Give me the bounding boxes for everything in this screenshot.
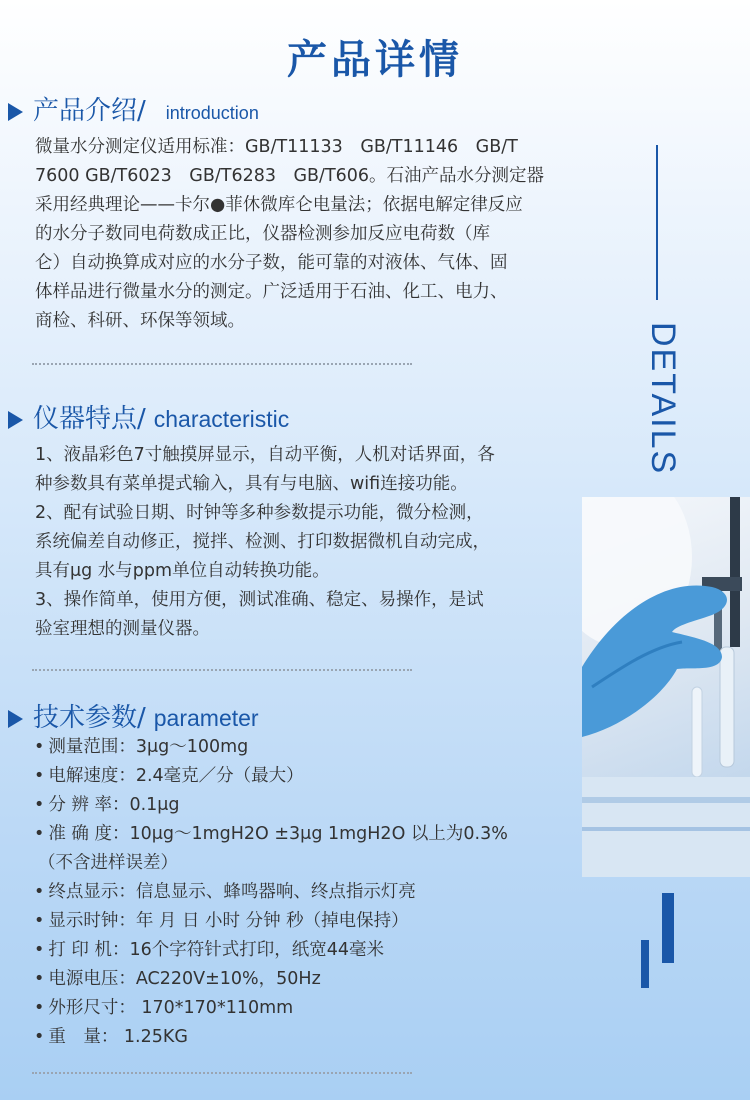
parameter-text: 测量范围：3μg～100mg: [48, 737, 249, 757]
triangle-bullet-icon: [8, 103, 23, 121]
bullet-dot: •: [34, 766, 45, 786]
bullet-dot: •: [34, 998, 45, 1018]
section-title-cn: 产品介绍/: [33, 96, 146, 126]
features-line: 具有μg 水与ppm单位自动转换功能。: [35, 561, 330, 581]
intro-line: 商检、科研、环保等领域。: [35, 311, 245, 331]
section-heading-parameter: [8, 697, 259, 734]
parameter-text: 终点显示：信息显示、蜂鸣器响、终点指示灯亮: [48, 882, 416, 902]
parameter-item: [32, 936, 592, 965]
features-paragraph: [35, 441, 600, 644]
features-line: 1、液晶彩色7寸触摸屏显示，自动平衡，人机对话界面，各: [35, 445, 495, 465]
bullet-dot: •: [34, 882, 45, 902]
parameter-text: 外形尺寸： 170*170*110mm: [48, 998, 294, 1018]
section-heading-introduction: [8, 90, 259, 127]
parameter-item: [32, 878, 592, 907]
dotted-divider: [32, 1072, 412, 1074]
dotted-divider: [32, 363, 412, 365]
bullet-dot: •: [34, 940, 45, 960]
vertical-accent-line: [656, 145, 658, 300]
section-title-cn: 技术参数/: [33, 703, 146, 733]
parameter-item: [32, 733, 592, 762]
intro-line: 采用经典理论——卡尔●菲休微库仑电量法；依据电解定律反应: [35, 195, 523, 215]
details-side-label: DETAILS: [644, 322, 682, 476]
parameter-item: [32, 762, 592, 791]
parameter-text-continued: （不含进样误差）: [38, 853, 178, 873]
lab-photo: [582, 497, 750, 877]
parameter-text: 准 确 度：10μg～1mgH2O ±3μg 1mgH2O 以上为0.3%: [48, 824, 508, 844]
parameter-item: [32, 965, 592, 994]
features-line: 系统偏差自动修正，搅拌、检测、打印数据微机自动完成，: [35, 532, 490, 552]
page-title: 产品详情: [287, 37, 463, 83]
intro-line: 7600 GB/T6023 GB/T6283 GB/T606。石油产品水分测定器: [35, 166, 545, 186]
parameter-text: 显示时钟：年 月 日 小时 分钟 秒（掉电保持）: [48, 911, 409, 931]
bullet-dot: •: [34, 1027, 45, 1047]
accent-bar: [641, 940, 649, 988]
features-line: 验室理想的测量仪器。: [35, 619, 210, 639]
features-line: 2、配有试验日期、时钟等多种参数提示功能，微分检测，: [35, 503, 484, 523]
intro-line: 微量水分测定仪适用标准：GB/T11133 GB/T11146 GB/T: [35, 137, 518, 157]
section-title-en: introduction: [165, 103, 259, 123]
section-title-en: characteristic: [153, 406, 290, 432]
accent-bar: [662, 893, 674, 963]
parameter-list: [32, 733, 592, 1052]
section-heading-characteristic: [8, 398, 289, 435]
parameter-text: 电解速度：2.4毫克／分（最大）: [48, 766, 304, 786]
parameter-item: [32, 907, 592, 936]
section-title-cn: 仪器特点/: [33, 404, 146, 434]
parameter-item: [32, 791, 592, 820]
features-line: 种参数具有菜单提式输入，具有与电脑、wifi连接功能。: [35, 474, 468, 494]
features-line: 3、操作简单，使用方便，测试准确、稳定、易操作，是试: [35, 590, 484, 610]
triangle-bullet-icon: [8, 411, 23, 429]
intro-line: 的水分子数同电荷数成正比，仪器检测参加反应电荷数（库: [35, 224, 490, 244]
parameter-item: [32, 994, 592, 1023]
intro-line: 仑）自动换算成对应的水分子数，能可靠的对液体、气体、固: [35, 253, 508, 273]
bullet-dot: •: [34, 911, 45, 931]
parameter-item: [32, 1023, 592, 1052]
parameter-text: 电源电压：AC220V±10%，50Hz: [48, 969, 321, 989]
dotted-divider: [32, 669, 412, 671]
bullet-dot: •: [34, 795, 45, 815]
intro-line: 体样品进行微量水分的测定。广泛适用于石油、化工、电力、: [35, 282, 508, 302]
bullet-dot: •: [34, 737, 45, 757]
triangle-bullet-icon: [8, 710, 23, 728]
bullet-dot: •: [34, 969, 45, 989]
section-title-en: parameter: [153, 705, 259, 731]
parameter-text: 分 辨 率：0.1μg: [48, 795, 180, 815]
parameter-text: 重 量： 1.25KG: [48, 1027, 188, 1047]
intro-paragraph: [35, 133, 600, 336]
parameter-item: [32, 820, 592, 878]
parameter-text: 打 印 机：16个字符针式打印，纸宽44毫米: [48, 940, 384, 960]
bullet-dot: •: [34, 824, 45, 844]
lab-photo-illustration: [582, 497, 750, 877]
